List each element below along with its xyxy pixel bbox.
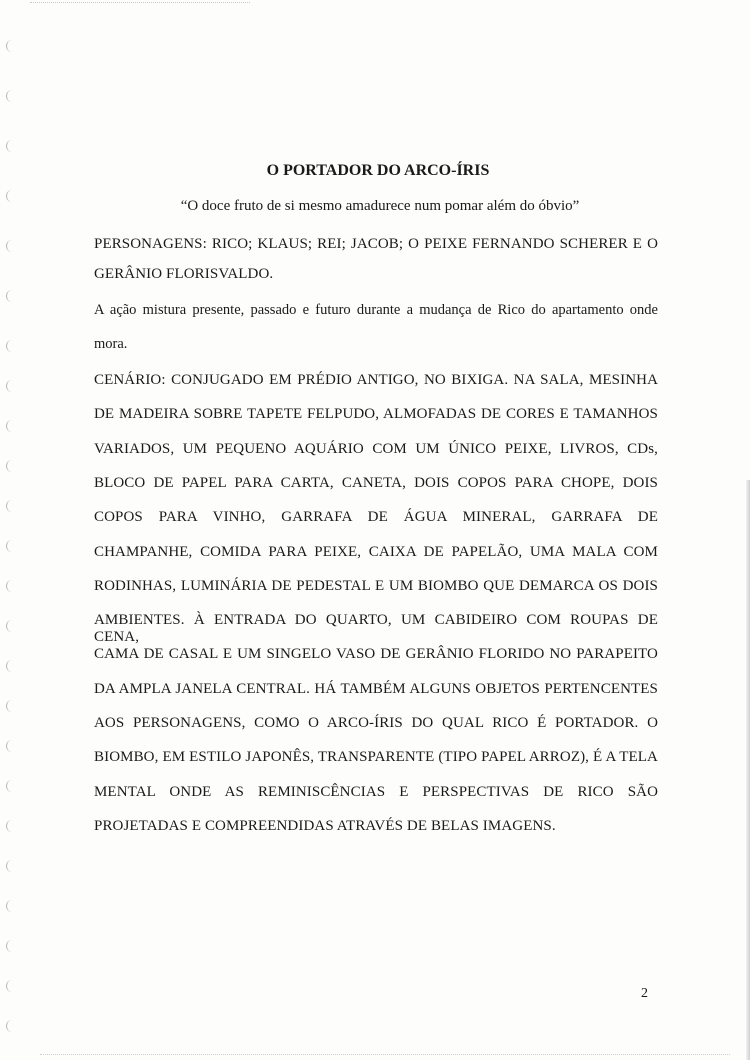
- cenario-line: CHAMPANHE, COMIDA PARA PEIXE, CAIXA DE PAPELÃO, UMA MALA COM: [94, 543, 658, 560]
- binding-hole-mark: [6, 980, 13, 992]
- binding-hole-mark: [6, 1020, 13, 1032]
- cenario-line: DE MADEIRA SOBRE TAPETE FELPUDO, ALMOFADAS DE CORES E TAMANHOS: [94, 406, 658, 423]
- cenario-line: AOS PERSONAGENS, COMO O ARCO-ÍRIS DO QUAL RICO É PORTADOR. O: [94, 715, 658, 731]
- binding-hole-mark: [6, 780, 13, 792]
- binding-hole-mark: [6, 740, 13, 752]
- personagens-line-2: GERÂNIO FLORISVALDO.: [94, 266, 274, 282]
- scan-right-edge-shadow: [746, 480, 750, 1060]
- cenario-line: PROJETADAS E COMPREENDIDAS ATRAVÉS DE BELAS IMAGENS.: [94, 817, 556, 834]
- cenario-line: AMBIENTES. À ENTRADA DO QUARTO, UM CABIDEIRO COM ROUPAS DE CENA,: [94, 612, 658, 646]
- binding-hole-mark: [6, 660, 13, 672]
- page-number: 2: [641, 986, 648, 1001]
- binding-hole-mark: [6, 290, 13, 302]
- binding-hole-mark: [6, 580, 13, 592]
- binding-hole-mark: [6, 40, 13, 52]
- binding-hole-mark: [6, 460, 13, 472]
- cenario-line: COPOS PARA VINHO, GARRAFA DE ÁGUA MINERAL, GARRAFA DE: [94, 509, 658, 526]
- cenario-line: CAMA DE CASAL E UM SINGELO VASO DE GERÂNIO FLORIDO NO PARAPEITO: [94, 646, 658, 663]
- binding-hole-mark: [6, 700, 13, 712]
- personagens-line-1: PERSONAGENS: RICO; KLAUS; REI; JACOB; O PEIXE FERNANDO SCHERER E O: [94, 236, 658, 252]
- binding-hole-mark: [6, 940, 13, 952]
- binding-hole-mark: [6, 380, 13, 392]
- binding-hole-mark: [6, 240, 13, 252]
- scan-top-edge-mark: [30, 2, 250, 5]
- cenario-line: DA AMPLA JANELA CENTRAL. HÁ TAMBÉM ALGUNS OBJETOS PERTENCENTES: [94, 680, 658, 697]
- acao-line-1: A ação mistura presente, passado e futuro durante a mudança de Rico do apartamento onde: [94, 302, 658, 318]
- cenario-line: BLOCO DE PAPEL PARA CARTA, CANETA, DOIS COPOS PARA CHOPE, DOIS: [94, 474, 658, 491]
- binding-hole-mark: [6, 820, 13, 832]
- cenario-line: RODINHAS, LUMINÁRIA DE PEDESTAL E UM BIOMBO QUE DEMARCA OS DOIS: [94, 577, 658, 594]
- binding-hole-mark: [6, 500, 13, 512]
- cenario-line: VARIADOS, UM PEQUENO AQUÁRIO COM UM ÚNICO PEIXE, LIVROS, CDs,: [94, 440, 658, 457]
- binding-hole-mark: [6, 420, 13, 432]
- epigraph: “O doce fruto de si mesmo amadurece num pomar além do óbvio”: [180, 198, 580, 214]
- acao-line-2: mora.: [94, 336, 128, 352]
- binding-hole-mark: [6, 540, 13, 552]
- binding-hole-mark: [6, 140, 13, 152]
- binding-hole-mark: [6, 860, 13, 872]
- cenario-line: MENTAL ONDE AS REMINISCÊNCIAS E PERSPECTIVAS DE RICO SÃO: [94, 783, 658, 800]
- binding-hole-mark: [6, 620, 13, 632]
- document-title: O PORTADOR DO ARCO-ÍRIS: [266, 162, 490, 179]
- binding-hole-mark: [6, 340, 13, 352]
- scan-bottom-edge-mark: [40, 1054, 730, 1056]
- binding-hole-mark: [6, 900, 13, 912]
- cenario-line: BIOMBO, EM ESTILO JAPONÊS, TRANSPARENTE (TIPO PAPEL ARROZ), É A TELA: [94, 749, 658, 766]
- binding-hole-mark: [6, 90, 13, 102]
- cenario-line: CENÁRIO: CONJUGADO EM PRÉDIO ANTIGO, NO BIXIGA. NA SALA, MESINHA: [94, 372, 658, 388]
